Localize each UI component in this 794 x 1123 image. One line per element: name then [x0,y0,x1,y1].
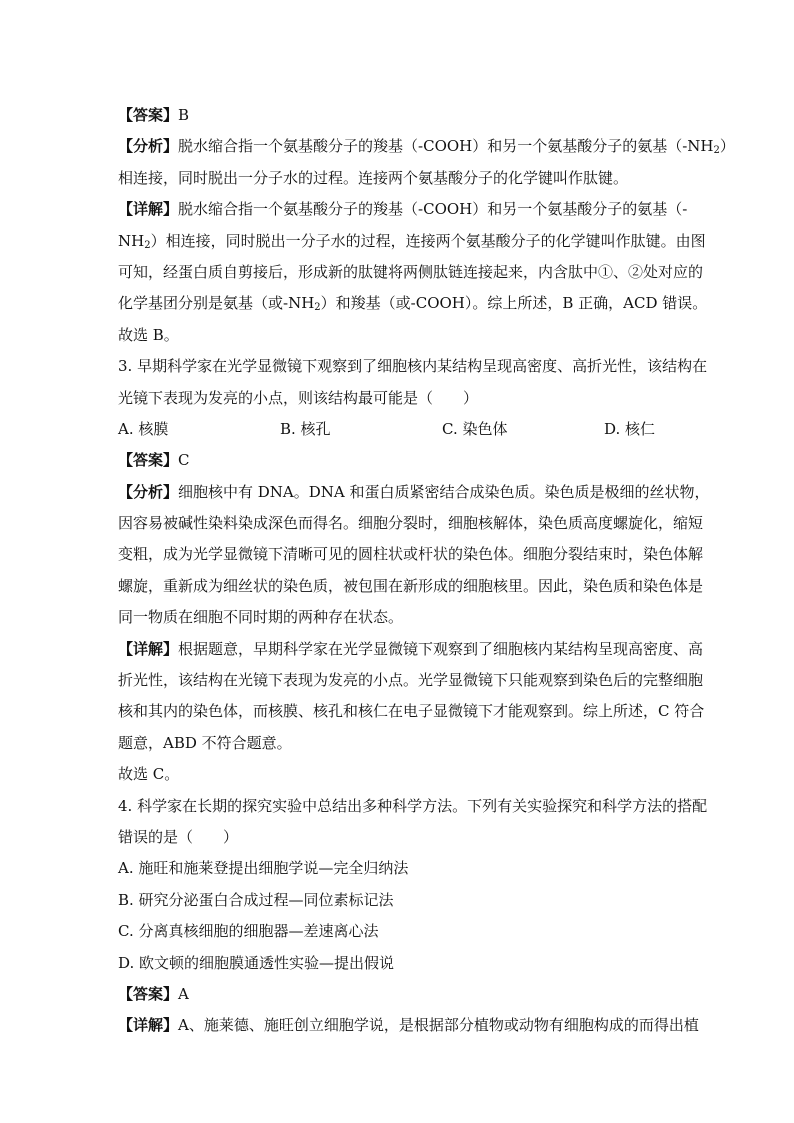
q4-stem-line-2: 错误的是（ ） [118,827,239,846]
answer-tag: 【答案】 [118,451,179,470]
answer-value: B [178,106,190,124]
detail-text: ）相连接，同时脱出一分子水的过程，连接两个氨基酸分子的化学键叫作肽键。由图 [150,231,706,250]
analysis-tag: 【分析】 [118,482,179,501]
q3-analysis-line-4: 螺旋，重新成为细丝状的染色质，被包围在新形成的细胞核里。因此，染色质和染色体是 [118,576,704,595]
q3-detail-line-3: 核和其内的染色体，而核膜、核孔和核仁在电子显微镜下才能观察到。综上所述，C 符合 [118,702,705,721]
detail-tag: 【详解】 [118,200,179,219]
q3-detail-line-1 [118,634,704,665]
answer-value: C [178,451,190,470]
q3-detail-line-2: 折光性，该结构在光镜下表现为发亮的小点。光学显微镜下只能观察到染色后的完整细胞 [118,671,704,690]
q2-analysis-line-1 [118,131,735,162]
q2-detail-line-4 [118,288,708,319]
detail-text: NH [118,231,145,250]
q2-conclusion: 故选 B。 [118,325,179,344]
q4-stem-line-1: 4. 科学家在长期的探究实验中总结出多种科学方法。下列有关实验探究和科学方法的搭配 [118,796,708,815]
detail-text: ）和羧基（或-COOH）。综上所述，B 正确，ACD 错误。 [320,294,708,313]
q3-detail-line-4: 题意，ABD 不符合题意。 [118,733,292,752]
analysis-text: ） [719,137,735,156]
option-d: D. 核仁 [604,419,656,438]
q2-detail-line-3: 可知，经蛋白质自剪接后，形成新的肽键将两侧肽链连接起来，内含肽中①、②处对应的 [118,262,704,281]
subscript: 2 [713,145,720,157]
analysis-tag: 【分析】 [118,137,179,156]
answer-value: A [178,984,189,1003]
detail-text: 根据题意，早期科学家在光学显微镜下观察到了细胞核内某结构呈现高密度、高 [178,639,704,658]
detail-tag: 【详解】 [118,1016,179,1035]
subscript: 2 [314,302,321,314]
q3-analysis-line-1 [118,477,710,508]
q2-analysis-line-2: 相连接，同时脱出一分子水的过程。连接两个氨基酸分子的化学键叫作肽键。 [118,168,629,187]
analysis-text: 细胞核中有 DNA。DNA 和蛋白质紧密结合成染色质。染色质是极细的丝状物， [178,482,710,501]
option-b: B. 核孔 [280,419,331,438]
q3-analysis-line-3: 变粗，成为光学显微镜下清晰可见的圆柱状或杆状的染色体。细胞分裂结束时，染色体解 [118,545,704,564]
q3-stem-line-1: 3. 早期科学家在光学显微镜下观察到了细胞核内某结构呈现高密度、高折光性，该结构在 [118,357,708,376]
q4-detail-line-1 [118,1010,699,1041]
option-a: A. 核膜 [118,419,169,438]
q4-option-a: A. 施旺和施莱登提出细胞学说—完全归纳法 [118,859,409,878]
detail-tag: 【详解】 [118,639,179,658]
document-page [118,100,735,1042]
analysis-text: 脱水缩合指一个氨基酸分子的羧基（-COOH）和另一个氨基酸分子的氨基（-NH [178,137,714,156]
q3-analysis-line-5: 同一物质在细胞不同时期的两种存在状态。 [118,608,404,627]
answer-tag: 【答案】 [118,106,179,124]
subscript: 2 [144,239,151,251]
option-c: C. 染色体 [442,419,508,438]
q2-detail-line-2 [118,226,706,257]
q2-detail-line-1 [118,194,688,225]
q3-conclusion: 故选 C。 [118,765,180,784]
q3-options [118,414,678,445]
q3-stem-line-2: 光镜下表现为发亮的小点，则该结构最可能是（ ） [118,388,479,407]
q3-analysis-line-2: 因容易被碱性染料染成深色而得名。细胞分裂时，细胞核解体，染色质高度螺旋化，缩短 [118,514,704,533]
q4-option-b: B. 研究分泌蛋白合成过程—同位素标记法 [118,890,394,909]
detail-text: A、施莱德、施旺创立细胞学说，是根据部分植物或动物有细胞构成的而得出植 [178,1016,699,1035]
q4-option-d: D. 欧文顿的细胞膜通透性实验—提出假说 [118,953,395,972]
detail-text: 脱水缩合指一个氨基酸分子的羧基（-COOH）和另一个氨基酸分子的氨基（- [178,200,688,219]
detail-text: 化学基团分别是氨基（或-NH [118,294,315,313]
q4-option-c: C. 分离真核细胞的细胞器—差速离心法 [118,922,379,941]
q3-answer [118,445,678,476]
q2-answer [118,100,678,131]
answer-tag: 【答案】 [118,984,179,1003]
q4-answer [118,979,678,1010]
